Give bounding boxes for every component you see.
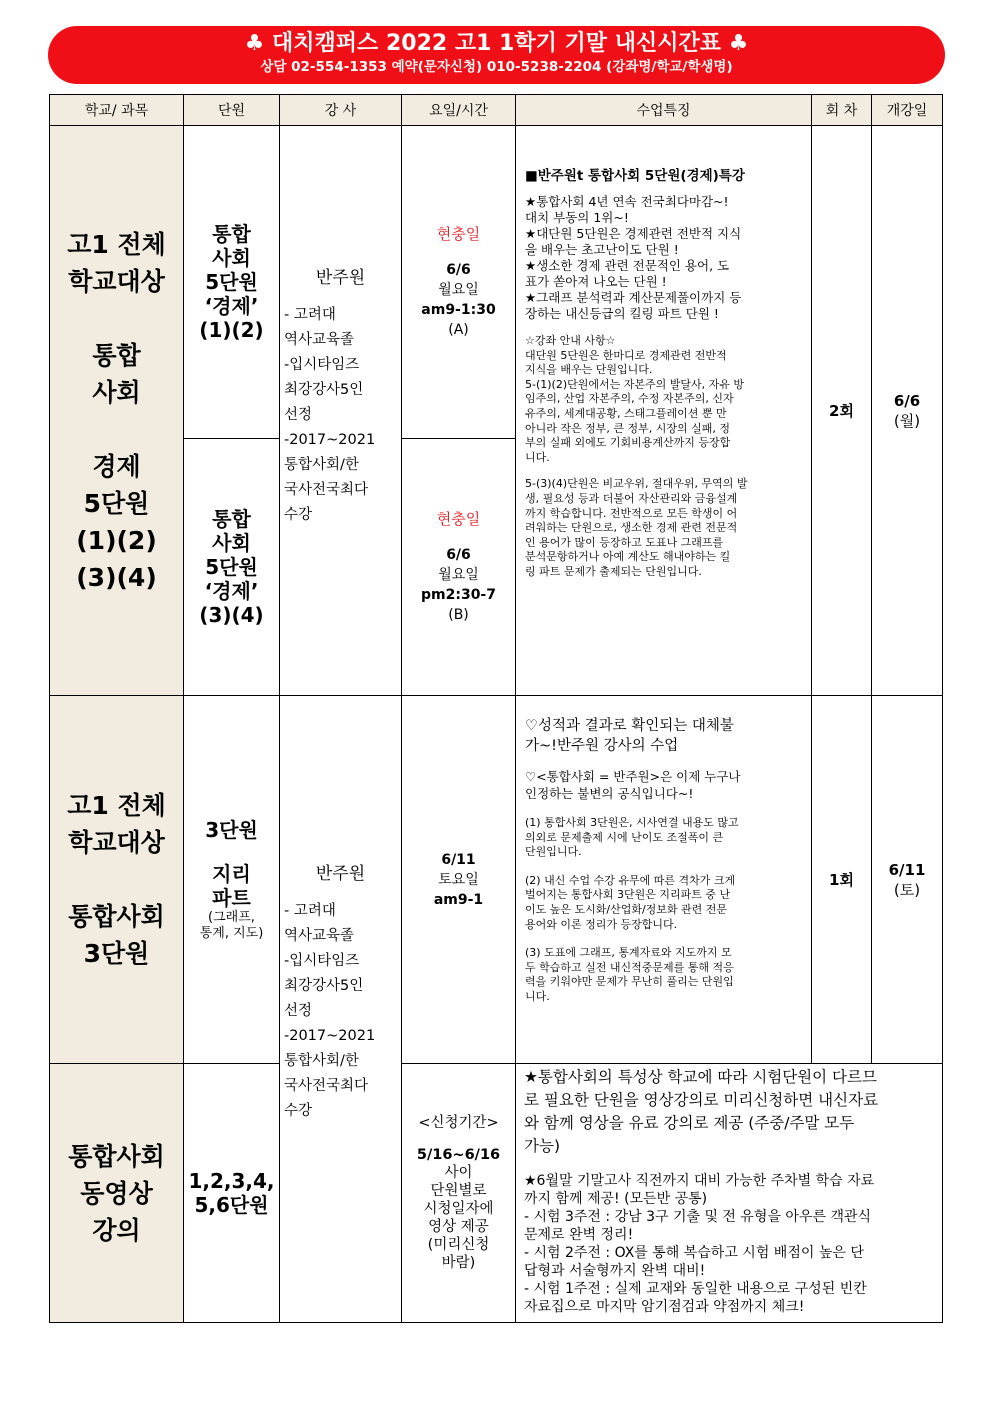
header-open-date: 개강일 [872,95,943,126]
header-teacher: 강 사 [280,95,402,126]
schedule-table [49,94,943,1323]
header-row [50,95,943,126]
features-cell: ■반주원t 통합사회 5단원(경제)특강 ★통합사회 4년 연속 전국최다마감~! 대치 부동의 1위~! ★대단원 5단원은 경제관련 전반적 지식 을 배우는 초고난이도 단원 ! ★생소한 경제 관련 전문적인 용어, 도 표가 쏟아져 나오는 단원 ! ★그래프 분석력과 계산문제풀이까지 등 장하는 내신등급의 킬링 파트 단원 ! ☆강좌 안내 사항☆ 대단원 5단원은 한마디로 경제관련 전반적 지식을 배우는 단원입니다. 5-(1)(2)단원에서는 자본주의 발달사, 자유 방 임주의, 산업 자본주의, 수정 자본주의, 신자 유주의, 세계대공황, 스태그플레이션 뿐 만 아니라 작은 정부, 큰 정부, 시장의 실패, 정 부의 실패 외에도 기회비용계산까지 등장합 니다. 5-(3)(4)단원은 비교우위, 절대우위, 무역의 발 생, 필요성 등과 더불어 자산관리와 금융설계 까지 학습합니다. 전반적으로 모든 학생이 어 려워하는 단원으로, 생소한 경제 관련 전문적 인 용어가 많이 등장하고 도표나 그래프를 분석문항하거나 아예 계산도 해내야하는 킬 링 파트 문제가 출제되는 단원입니다. [516,126,812,696]
teacher-cell: 반주원 - 고려대 역사교육졸 -입시타임즈 최강강사5인 선정 -2017~2021 통합사회/한 국사전국최다 수강 [280,696,402,1323]
title-banner [48,26,945,84]
header-time: 요일/시간 [402,95,516,126]
unit-cell: 3단원 지리 파트 (그래프, 통계, 지도) [184,696,280,1064]
header-features: 수업특징 [516,95,812,126]
page-title: ♣ 대치캠퍼스 2022 고1 1학기 기말 내신시간표 ♣ [244,31,749,56]
table-row [50,696,943,1064]
contact-line: 상담 02-554-1353 예약(문자신청) 010-5238-2204 (강좌명/학교/학생명) [260,59,733,75]
count-cell: 1회 [812,696,872,1064]
holiday-label: 현충일 [436,510,481,528]
header-count: 회 차 [812,95,872,126]
open-date-cell: 6/11 (토) [872,696,943,1064]
time-cell: 6/11 토요일 am9-1 [402,696,516,1064]
count-cell: 2회 [812,126,872,696]
header-unit: 단원 [184,95,280,126]
apply-period-cell: <신청기간> 5/16~6/16 사이 단원별로 시청일자에 영상 제공 (미리신청 바람) [402,1064,516,1323]
school-cell: 고1 전체 학교대상 통합 사회 경제 5단원 (1)(2) (3)(4) [50,126,184,696]
teacher-cell: 반주원 - 고려대 역사교육졸 -입시타임즈 최강강사5인 선정 -2017~2021 통합사회/한 국사전국최다 수강 [280,126,402,696]
school-cell: 고1 전체 학교대상 통합사회 3단원 [50,696,184,1064]
unit-cell: 통합 사회 5단원 ‘경제’ (1)(2) [184,126,280,439]
school-cell: 통합사회 동영상 강의 [50,1064,184,1323]
teacher-name: 반주원 [315,268,366,288]
unit-cell: 1,2,3,4, 5,6단원 [184,1064,280,1323]
video-notes-cell: ★통합사회의 특성상 학교에 따라 시험단원이 다르므 로 필요한 단원을 영상강의로 미리신청하면 내신자료 와 함께 영상을 유료 강의로 제공 (주중/주말 모두 가능) ★6월말 기말고사 직전까지 대비 가능한 주차별 학습 자료 까지 함께 제공! (모든반 공통) - 시험 3주전 : 강남 3구 기출 및 전 유형을 아우른 객관식 문제로 완벽 정리! - 시험 2주전 : OX를 통해 복습하고 시험 배점이 높은 단 답형과 서술형까지 완벽 대비! - 시험 1주전 : 실제 교재와 동일한 내용으로 구성된 빈칸 자료집으로 마지막 암기점검과 약점까지 체크! [516,1064,943,1323]
table-row [50,126,943,439]
features-cell: ♡성적과 결과로 확인되는 대체불 가~!반주원 강사의 수업 ♡<통합사회 = 반주원>은 이제 누구나 인정하는 불변의 공식입니다~! (1) 통합사회 3단원은, 시사연결 내용도 많고 의외로 문제출제 시에 난이도 조절폭이 큰 단원입니다. (2) 내신 수업 수강 유무에 따른 격차가 크게 벌어지는 통합사회 3단원은 지리파트 중 난 이도 높은 도시화/산업화/정보화 관련 전문 용어와 이론 정리가 등장합니다. (3) 도표에 그래프, 통계자료와 지도까지 모 두 학습하고 실전 내신적중문제를 통해 적응 력을 키워야만 문제가 무난히 풀리는 단원입 니다. [516,696,812,1064]
open-date-cell: 6/6 (월) [872,126,943,696]
table-row [50,1064,943,1323]
teacher-name: 반주원 [315,864,366,884]
header-school: 학교/ 과목 [50,95,184,126]
time-cell: 현충일 6/6 월요일 am9-1:30 (A) [402,126,516,439]
holiday-label: 현충일 [436,225,481,243]
time-cell: 현충일 6/6 월요일 pm2:30-7 (B) [402,439,516,696]
unit-cell: 통합 사회 5단원 ‘경제’ (3)(4) [184,439,280,696]
